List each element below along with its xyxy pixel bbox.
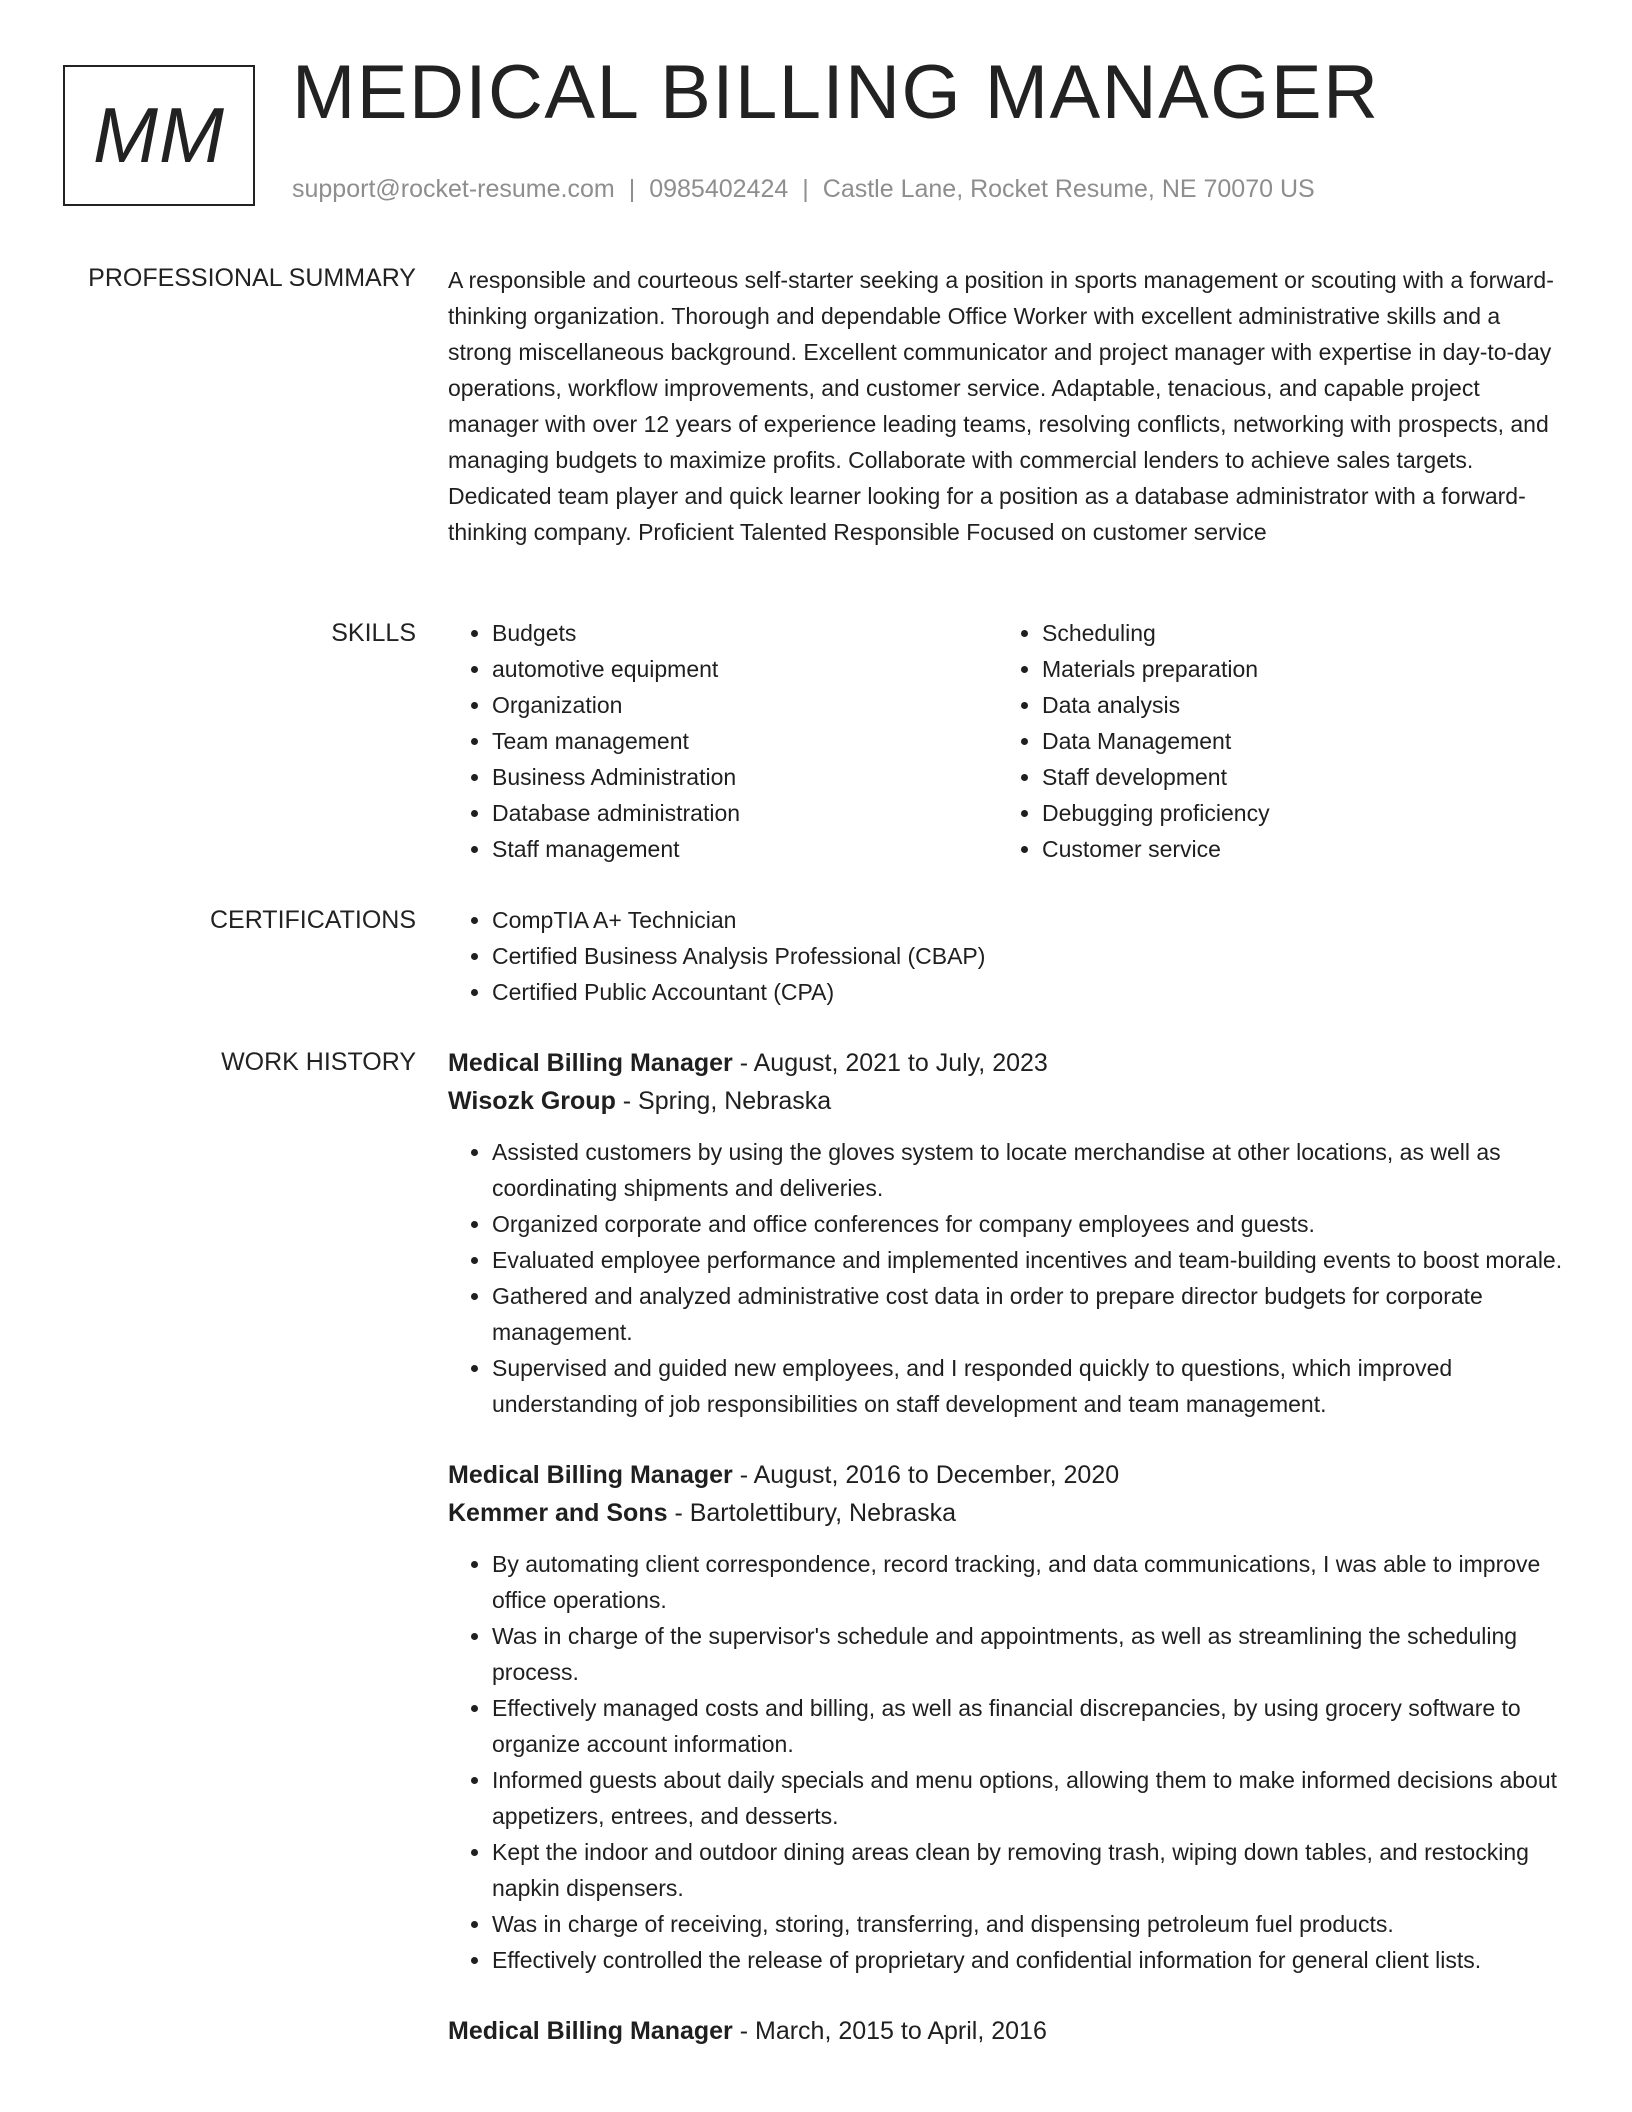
job-title-line: [448, 1456, 1568, 1494]
job-company-line: [448, 1494, 1568, 1532]
job-duty-item: • By automating client correspondence, record tracking, and data communications, I was able to improve office operations.: [492, 1546, 1568, 1618]
certifications-heading: CERTIFICATIONS: [209, 906, 416, 934]
job-duty-item: • Informed guests about daily specials and menu options, allowing them to make informed decisions about appetizers, entrees, and desserts.: [492, 1762, 1568, 1834]
job-duty-item: • Effectively controlled the release of proprietary and confidential information for general client lists.: [492, 1942, 1568, 1978]
job-title-line: [448, 2012, 1568, 2050]
contact-separator: |: [628, 175, 636, 203]
job-entry: [448, 1044, 1568, 1422]
contact-phone[interactable]: 0985402424: [649, 175, 789, 203]
job-entry: [448, 2012, 1568, 2050]
certification-item: • Certified Public Accountant (CPA): [492, 974, 1568, 1010]
job-dates: - March, 2015 to April, 2016: [732, 2017, 1047, 2045]
job-company: Kemmer and Sons: [448, 1499, 668, 1527]
contact-address: Castle Lane, Rocket Resume, NE 70070 US: [822, 175, 1315, 203]
skill-item: • Scheduling: [1042, 615, 1548, 651]
skills-grid: [448, 615, 1568, 867]
job-duty-item: • Assisted customers by using the gloves system to locate merchandise at other locations, as well as coordinating shipments and deliveries.: [492, 1134, 1568, 1206]
job-duty-item: • Organized corporate and office conferences for company employees and guests.: [492, 1206, 1568, 1242]
page-title: MEDICAL BILLING MANAGER: [292, 50, 1380, 135]
job-location: - Spring, Nebraska: [615, 1087, 832, 1115]
skill-item: • Debugging proficiency: [1042, 795, 1548, 831]
job-duty-item: • Supervised and guided new employees, and I responded quickly to questions, which improved understanding of job responsibilities on staff development and team management.: [492, 1350, 1568, 1422]
job-duty-item: • Was in charge of receiving, storing, transferring, and dispensing petroleum fuel products.: [492, 1906, 1568, 1942]
job-dates: - August, 2016 to December, 2020: [732, 1461, 1120, 1489]
skill-item: • Customer service: [1042, 831, 1548, 867]
skill-item: • Data Management: [1042, 723, 1548, 759]
job-title-line: [448, 1044, 1568, 1082]
job-duty-item: • Gathered and analyzed administrative cost data in order to prepare director budgets for corporate management.: [492, 1278, 1568, 1350]
job-duties-list: [448, 1134, 1568, 1422]
skill-item: • Team management: [492, 723, 998, 759]
contact-separator: |: [802, 175, 809, 203]
job-duty-item: • Was in charge of the supervisor's schedule and appointments, as well as streamlining the scheduling process.: [492, 1618, 1568, 1690]
monogram-logo: MM: [63, 65, 255, 206]
skill-item: • Staff management: [492, 831, 998, 867]
certification-item: • Certified Business Analysis Professional (CBAP): [492, 938, 1568, 974]
job-duty-item: • Evaluated employee performance and implemented incentives and team-building events to boost morale.: [492, 1242, 1568, 1278]
job-location: - Bartolettibury, Nebraska: [667, 1499, 957, 1527]
skill-item: • Budgets: [492, 615, 998, 651]
skill-item: • Materials preparation: [1042, 651, 1548, 687]
certification-item: • CompTIA A+ Technician: [492, 902, 1568, 938]
skill-item: • automotive equipment: [492, 651, 998, 687]
work-history-heading: WORK HISTORY: [221, 1048, 416, 1076]
contact-line: [292, 174, 1315, 204]
summary-heading: PROFESSIONAL SUMMARY: [88, 264, 416, 292]
skill-item: • Business Administration: [492, 759, 998, 795]
summary-text: A responsible and courteous self-starter seeking a position in sports management or scouting with a forward-thinking organization. Thorough and dependable Office Worker with excellent administrative skills and a strong miscellaneous background. Excellent communicator and project manager with expertise in day-to-day operations, workflow improvements, and customer service. Adaptable, tenacious, and capable project manager with over 12 years of experience leading teams, resolving conflicts, networking with prospects, and managing budgets to maximize profits. Collaborate with commercial lenders to achieve sales targets. Dedicated team player and quick learner looking for a position as a database administrator with a forward-thinking company. Proficient Talented Responsible Focused on customer service: [448, 267, 1554, 545]
skill-item: • Organization: [492, 687, 998, 723]
skill-item: • Database administration: [492, 795, 998, 831]
job-duties-list: [448, 1546, 1568, 1978]
job-title: Medical Billing Manager: [448, 1049, 733, 1077]
job-company-line: [448, 1082, 1568, 1120]
job-entry: [448, 1456, 1568, 1978]
skill-item: • Data analysis: [1042, 687, 1548, 723]
skills-heading: SKILLS: [331, 619, 416, 647]
skills-column-right: [998, 615, 1548, 867]
job-duty-item: • Effectively managed costs and billing, as well as financial discrepancies, by using grocery software to organize account information.: [492, 1690, 1568, 1762]
job-title: Medical Billing Manager: [448, 1461, 733, 1489]
contact-email[interactable]: support@rocket-resume.com: [292, 175, 615, 203]
job-dates: - August, 2021 to July, 2023: [732, 1049, 1048, 1077]
skill-item: • Staff development: [1042, 759, 1548, 795]
job-title: Medical Billing Manager: [448, 2017, 733, 2045]
skills-column-left: [448, 615, 998, 867]
job-duty-item: • Kept the indoor and outdoor dining areas clean by removing trash, wiping down tables, and restocking napkin dispensers.: [492, 1834, 1568, 1906]
job-company: Wisozk Group: [448, 1087, 616, 1115]
